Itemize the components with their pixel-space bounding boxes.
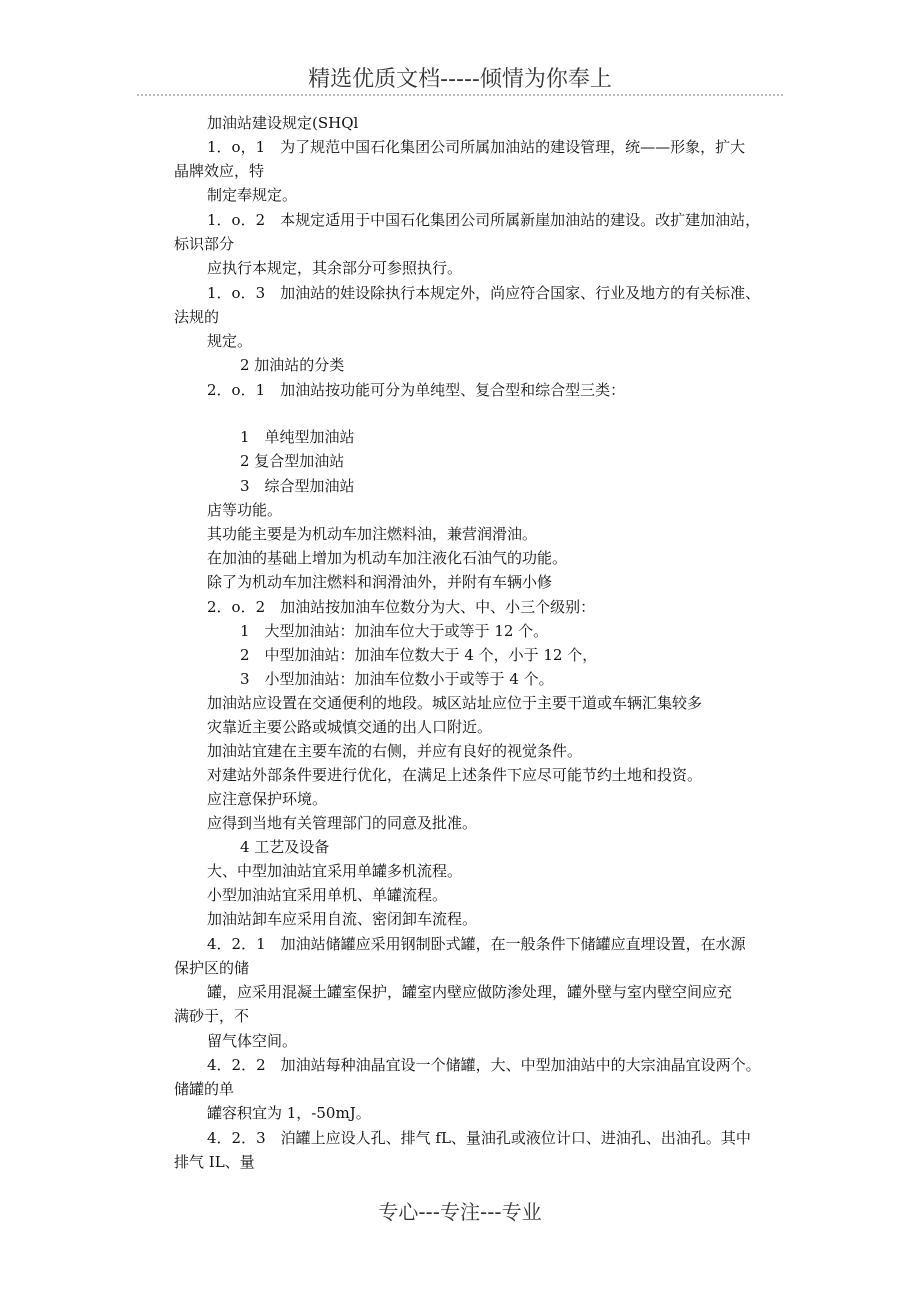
header-divider xyxy=(137,94,783,96)
text-line: 2 中型加油站：加油车位数大于 4 个，小于 12 个， xyxy=(240,646,598,664)
text-line: 3 综合型加油站 xyxy=(240,477,355,495)
text-line: 标识部分 xyxy=(174,235,235,253)
text-line: 加油站应设置在交通便利的地段。城区站址应位于主要干道或车辆汇集较多 xyxy=(207,694,703,712)
text-line: 大、中型加油站宜采用单罐多机流程。 xyxy=(207,862,463,880)
text-line: 法规的 xyxy=(174,308,220,326)
text-line: 2 复合型加油站 xyxy=(240,452,345,470)
page-footer: 专心---专注---专业 xyxy=(378,1200,542,1224)
text-line: 在加油的基础上增加为机动车加注液化石油气的功能。 xyxy=(207,549,568,567)
text-line: 规定。 xyxy=(207,332,253,350)
text-line: 3 小型加油站：加油车位数小于或等于 4 个。 xyxy=(240,670,554,688)
text-line: 加油站宜建在主要车流的右侧，并应有良好的视觉条件。 xyxy=(207,742,583,760)
text-line: 对建站外部条件要进行优化，在满足上述条件下应尽可能节约土地和投资。 xyxy=(207,766,703,784)
text-line: 店等功能。 xyxy=(207,501,283,519)
text-line: 2．o．2 加油站按加油车位数分为大、中、小三个级别： xyxy=(207,598,596,616)
text-line: 1．o．2 本规定适用于中国石化集团公司所属新崖加油站的建设。改扩建加油站， xyxy=(207,211,761,229)
text-line: 4．2．1 加油站储罐应采用钢制卧式罐，在一般条件下储罐应直埋设置，在水源 xyxy=(207,935,746,953)
text-line: 灾靠近主要公路或城慎交通的出人口附近。 xyxy=(207,718,493,736)
text-line: 4 工艺及设备 xyxy=(240,838,330,856)
text-line: 应注意保护环境。 xyxy=(207,790,328,808)
text-line: 2．o．1 加油站按功能可分为单纯型、复合型和综合型三类： xyxy=(207,381,626,399)
text-line: 保护区的储 xyxy=(174,959,250,977)
text-line: 加油站卸车应采用自流、密闭卸车流程。 xyxy=(207,910,478,928)
text-line: 1．o，1 为了规范中国石化集团公司所属加油站的建设管理，统——形象，扩大 xyxy=(207,138,746,156)
text-line: 制定奉规定。 xyxy=(207,186,298,204)
page-header: 精选优质文档-----倾情为你奉上 xyxy=(308,67,612,92)
text-line: 1．o．3 加油站的娃设除执行本规定外，尚应符合国家、行业及地方的有关标准、 xyxy=(207,284,761,302)
text-line: 罐容积宜为 1，-50mJ。 xyxy=(207,1104,371,1122)
text-line: 4．2．3 泊罐上应设人孔、排气 fL、量油孔或液位计口、进油孔、出油孔。其中 xyxy=(207,1129,751,1147)
text-line: 罐，应采用混凝土罐室保护，罐室内壁应做防渗处理，罐外壁与室内壁空间应充 xyxy=(207,983,733,1001)
text-line: 应得到当地有关管理部门的同意及批准。 xyxy=(207,814,478,832)
text-line: 除了为机动车加注燃料和润滑油外，并附有车辆小修 xyxy=(207,573,553,591)
text-line: 应执行本规定，其余部分可参照执行。 xyxy=(207,259,463,277)
text-line: 加油站建设规定(SHQl xyxy=(207,114,359,132)
text-line: 4．2．2 加油站每种油晶宜设一个储罐，大、中型加油站中的大宗油晶宜设两个。 xyxy=(207,1056,761,1074)
text-line: 排气 IL、量 xyxy=(174,1153,255,1171)
text-line: 小型加油站宜采用单机、单罐流程。 xyxy=(207,886,448,904)
text-line: 1 单纯型加油站 xyxy=(240,428,355,446)
text-line: 其功能主要是为机动车加注燃料油，兼营润滑油。 xyxy=(207,525,538,543)
text-line: 满砂于，不 xyxy=(174,1007,250,1025)
text-line: 2 加油站的分类 xyxy=(240,356,345,374)
text-line: 储罐的单 xyxy=(174,1080,235,1098)
text-line: 留气体空间。 xyxy=(207,1032,298,1050)
text-line: 1 大型加油站：加油车位大于或等于 12 个。 xyxy=(240,622,549,640)
text-line: 晶牌效应，特 xyxy=(174,162,265,180)
